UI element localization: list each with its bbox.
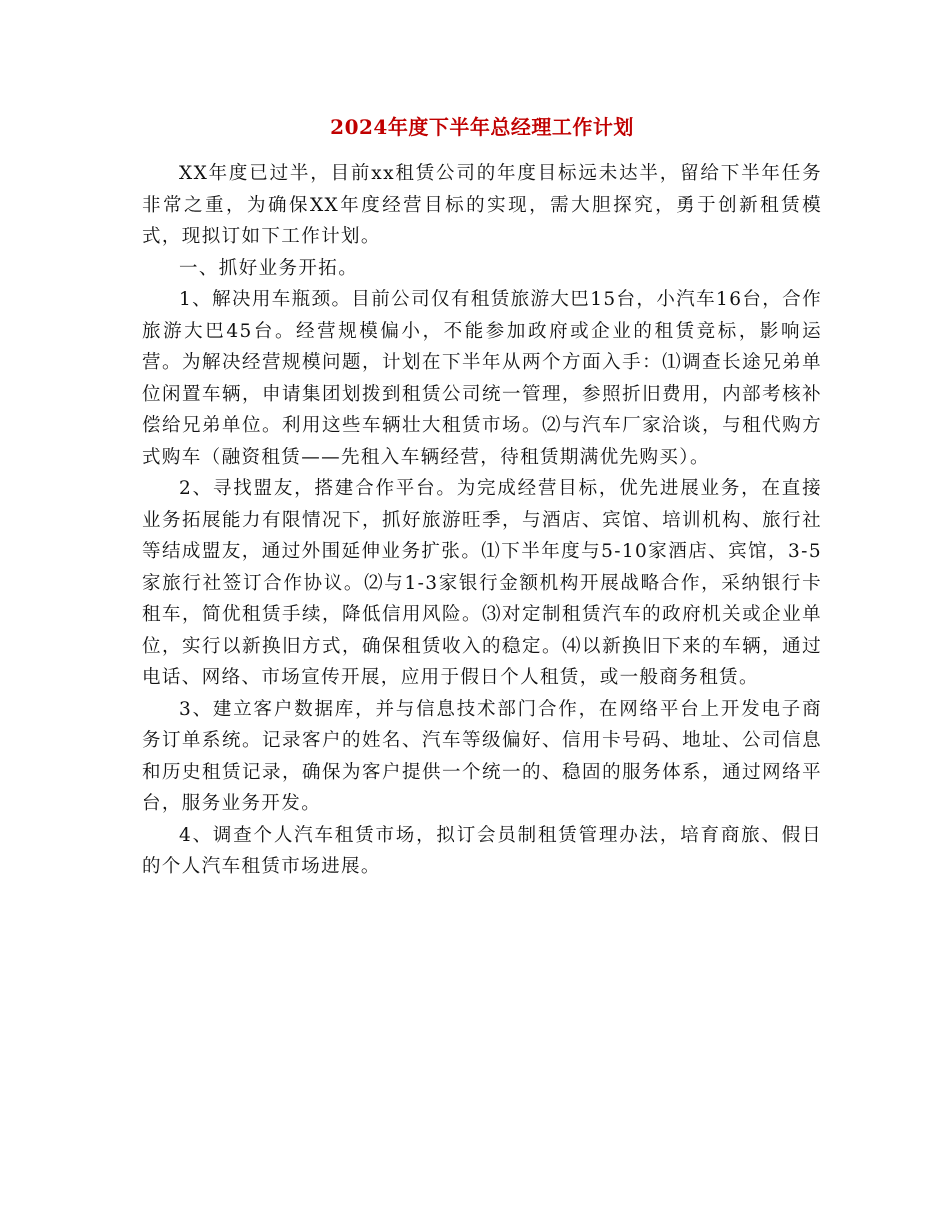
- document-title: 2024年度下半年总经理工作计划: [330, 115, 634, 139]
- paragraph-intro: XX年度已过半，目前xx租赁公司的年度目标远未达半，留给下半年任务非常之重，为确保XX年度经营目标的实现，需大胆探究，勇于创新租赁模式，现拟订如下工作计划。: [142, 163, 822, 247]
- paragraph-item-2: 2、寻找盟友，搭建合作平台。为完成经营目标，优先进展业务，在直接业务拓展能力有限情况下，抓好旅游旺季，与酒店、宾馆、培训机构、旅行社等结成盟友，通过外围延伸业务扩张。⑴下半年度与5-10家酒店、宾馆，3-5家旅行社签订合作协议。⑵与1-3家银行金额机构开展战略合作，采纳银行卡租车，简优租赁手续，降低信用风险。⑶对定制租赁汽车的政府机关或企业单位，实行以新换旧方式，确保租赁收入的稳定。⑷以新换旧下来的车辆，通过电话、网络、市场宣传开展，应用于假日个人租赁，或一般商务租赁。: [142, 478, 822, 688]
- paragraph-item-4: 4、调查个人汽车租赁市场，拟订会员制租赁管理办法，培育商旅、假日的个人汽车租赁市场进展。: [142, 824, 822, 877]
- document-page: [142, 112, 822, 883]
- section-heading-business: 一、抓好业务开拓。: [179, 257, 359, 279]
- paragraph-item-3: 3、建立客户数据库，并与信息技术部门合作，在网络平台上开发电子商务订单系统。记录客户的姓名、汽车等级偏好、信用卡号码、地址、公司信息和历史租赁记录，确保为客户提供一个统一的、稳固的服务体系，通过网络平台，服务业务开发。: [142, 698, 822, 814]
- paragraph-item-1: 1、解决用车瓶颈。目前公司仅有租赁旅游大巴15台，小汽车16台，合作旅游大巴45台。经营规模偏小，不能参加政府或企业的租赁竞标，影响运营。为解决经营规模问题，计划在下半年从两个方面入手：⑴调查长途兄弟单位闲置车辆，申请集团划拨到租赁公司统一管理，参照折旧费用，内部考核补偿给兄弟单位。利用这些车辆壮大租赁市场。⑵与汽车厂家洽谈，与租代购方式购车（融资租赁——先租入车辆经营，待租赁期满优先购买）。: [142, 289, 822, 468]
